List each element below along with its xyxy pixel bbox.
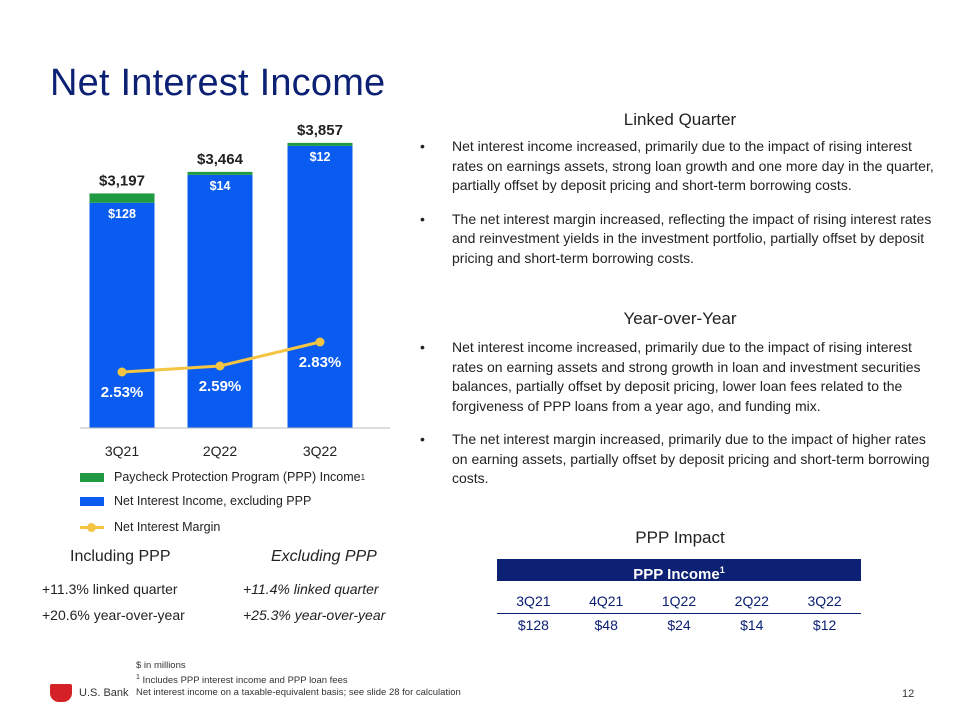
nim-label: 2.83% — [298, 354, 342, 371]
ppp-col-header: 3Q22 — [807, 593, 842, 609]
excluding-ppp-heading: Excluding PPP — [271, 548, 377, 565]
legend-swatch-nii — [80, 497, 104, 506]
ppp-value-label: $12 — [309, 149, 331, 164]
ppp-income-banner — [497, 559, 861, 581]
ppp-value-cell: $12 — [812, 617, 837, 633]
bullet-item: • The net interest margin increased, reflecting the impact of rising interest rates and reinvestment yields in the investment portfolio, partially offset by deposit pricing and short-term borrowing costs. — [420, 210, 935, 269]
page-title: Net Interest Income — [50, 62, 386, 104]
nim-label: 2.53% — [100, 384, 144, 401]
ppp-value-cell: $48 — [594, 617, 618, 633]
bar-total-label: $3,197 — [99, 172, 145, 190]
ppp-value-cell: $128 — [517, 617, 549, 633]
nim-point — [118, 368, 127, 377]
ppp-banner-sup: 1 — [719, 565, 725, 575]
footnote-units: $ in millions — [136, 660, 186, 671]
excluding-ppp-yoy: +25.3% year-over-year — [243, 607, 386, 623]
including-ppp-heading: Including PPP — [70, 548, 171, 565]
ppp-value-label: $128 — [108, 206, 136, 221]
nim-point — [316, 338, 325, 347]
ppp-col-header: 4Q21 — [589, 593, 624, 609]
nim-label: 2.59% — [198, 378, 242, 395]
bar-ppp-income — [288, 143, 353, 146]
bar-ppp-income — [90, 193, 155, 202]
excluding-ppp-linked: +11.4% linked quarter — [243, 581, 379, 597]
legend-sup-ppp: 1 — [360, 472, 366, 482]
year-over-year-bullets — [420, 338, 935, 503]
bar-total-label: $3,464 — [197, 150, 243, 168]
legend-item-nim — [80, 520, 220, 534]
ppp-value-label: $14 — [209, 178, 231, 193]
legend-swatch-ppp — [80, 473, 104, 482]
page-number: 12 — [902, 688, 915, 700]
x-tick-label: 3Q21 — [104, 443, 140, 459]
logo-text: U.S. Bank — [79, 687, 129, 699]
ppp-col-header: 1Q22 — [661, 593, 697, 609]
ppp-value-cell: $24 — [667, 617, 691, 633]
linked-quarter-heading: Linked Quarter — [623, 110, 737, 129]
x-tick-label: 3Q22 — [302, 443, 338, 459]
legend-line-nim — [80, 523, 104, 532]
bar-ppp-income — [188, 172, 253, 175]
legend-label-nim: Net Interest Margin — [114, 520, 221, 534]
ppp-table-header — [497, 593, 861, 614]
ppp-col-header: 3Q21 — [516, 593, 551, 609]
footnote-basis: Net interest income on a taxable-equivalent basis; see slide 28 for calculation — [136, 687, 461, 699]
shield-icon — [50, 684, 72, 702]
footnote-1-sup: 1 — [136, 674, 140, 681]
bar-nii-excl-ppp — [288, 146, 353, 428]
footnote-1 — [136, 672, 461, 687]
bullet-item: • The net interest margin increased, primarily due to the impact of higher rates on earning assets, partially offset by deposit pricing and short-term borrowing costs. — [420, 430, 935, 489]
net-interest-income-chart — [70, 120, 400, 465]
x-tick-label: 2Q22 — [202, 443, 238, 459]
bar-total-label: $3,857 — [297, 121, 343, 139]
legend-item-nii — [80, 494, 311, 508]
ppp-value-cell: $14 — [740, 617, 764, 633]
including-ppp-linked: +11.3% linked quarter — [42, 581, 178, 597]
bullet-item: • Net interest income increased, primarily due to the impact of rising interest rates on earnings assets, strong loan growth and one more day in the quarter, partially offset by deposit pricing and short-term borrowing costs. — [420, 137, 935, 196]
legend-item-ppp — [80, 470, 365, 484]
including-ppp-yoy: +20.6% year-over-year — [42, 607, 185, 623]
ppp-table-values — [497, 617, 861, 633]
footnote-1-text: Includes PPP interest income and PPP loan fees — [139, 675, 348, 687]
ppp-banner-label: PPP Income — [633, 566, 720, 583]
linked-quarter-bullets — [420, 137, 935, 282]
legend-label-nii: Net Interest Income, excluding PPP — [114, 494, 312, 508]
ppp-impact-heading: PPP Impact — [635, 528, 725, 547]
ppp-col-header: 2Q22 — [734, 593, 769, 609]
footnotes — [136, 660, 461, 699]
usbank-logo — [50, 684, 129, 702]
bullet-item: • Net interest income increased, primarily due to the impact of rising interest rates on earning assets and strong growth in loan and investment securities balances, partially offset by deposit pricing, lower loan fees related to the forgiveness of PPP loans from a year ago, and funding mix. — [420, 338, 935, 416]
legend-label-ppp: Paycheck Protection Program (PPP) Income — [114, 470, 361, 484]
year-over-year-heading: Year-over-Year — [623, 309, 737, 328]
nim-point — [216, 362, 225, 371]
